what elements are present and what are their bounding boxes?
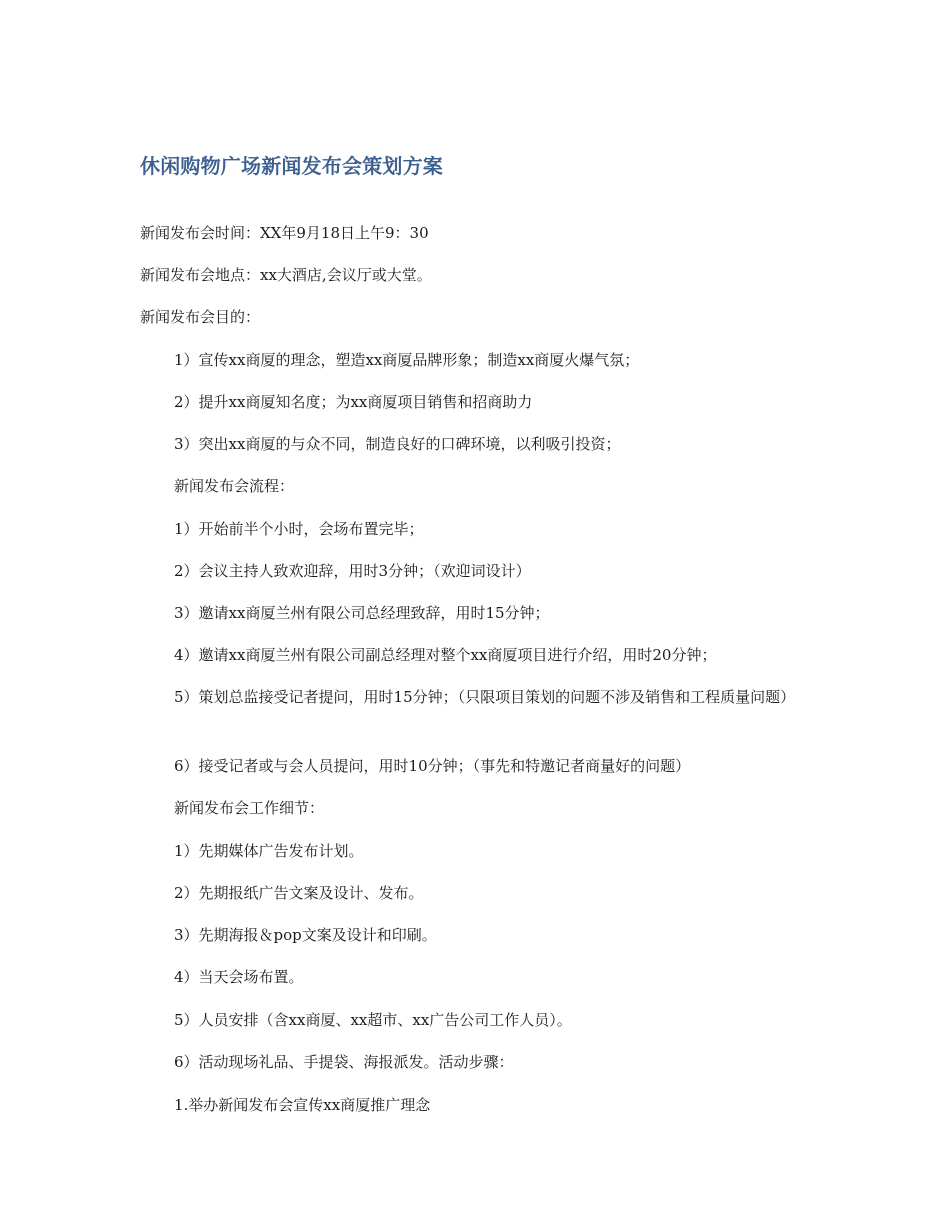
purpose-item: 2）提升xx商厦知名度；为xx商厦项目销售和招商助力 <box>174 393 533 411</box>
details-item: 3）先期海报＆pop文案及设计和印刷。 <box>174 926 437 944</box>
process-item: 5）策划总监接受记者提问，用时15分钟；（只限项目策划的问题不涉及销售和工程质量问题） <box>174 688 796 706</box>
process-item: 2）会议主持人致欢迎辞，用时3分钟；（欢迎词设计） <box>174 562 531 580</box>
document-title: 休闲购物广场新闻发布会策划方案 <box>140 154 443 178</box>
process-item: 1）开始前半个小时，会场布置完毕； <box>174 520 424 538</box>
step-item: 1.举办新闻发布会宣传xx商厦推广理念 <box>174 1096 431 1114</box>
details-item: 1）先期媒体广告发布计划。 <box>174 842 364 860</box>
process-heading: 新闻发布会流程： <box>174 477 295 495</box>
purpose-heading: 新闻发布会目的： <box>140 308 261 326</box>
details-item: 5）人员安排（含xx商厦、xx超市、xx广告公司工作人员）。 <box>174 1011 572 1029</box>
purpose-item: 3）突出xx商厦的与众不同，制造良好的口碑环境，以利吸引投资； <box>174 435 621 453</box>
info-time: 新闻发布会时间：XX年9月18日上午9：30 <box>140 224 429 242</box>
details-item: 4）当天会场布置。 <box>174 968 304 986</box>
details-item: 2）先期报纸广告文案及设计、发布。 <box>174 884 424 902</box>
process-item: 4）邀请xx商厦兰州有限公司副总经理对整个xx商厦项目进行介绍，用时20分钟； <box>174 646 717 664</box>
process-item: 6）接受记者或与会人员提问，用时10分钟；（事先和特邀记者商量好的问题） <box>174 757 691 775</box>
details-item: 6）活动现场礼品、手提袋、海报派发。活动步骤： <box>174 1053 514 1071</box>
info-place: 新闻发布会地点：xx大酒店,会议厅或大堂。 <box>140 266 432 284</box>
details-heading: 新闻发布会工作细节： <box>174 799 325 817</box>
purpose-item: 1）宣传xx商厦的理念，塑造xx商厦品牌形象；制造xx商厦火爆气氛； <box>174 351 640 369</box>
process-item: 3）邀请xx商厦兰州有限公司总经理致辞，用时15分钟； <box>174 604 550 622</box>
